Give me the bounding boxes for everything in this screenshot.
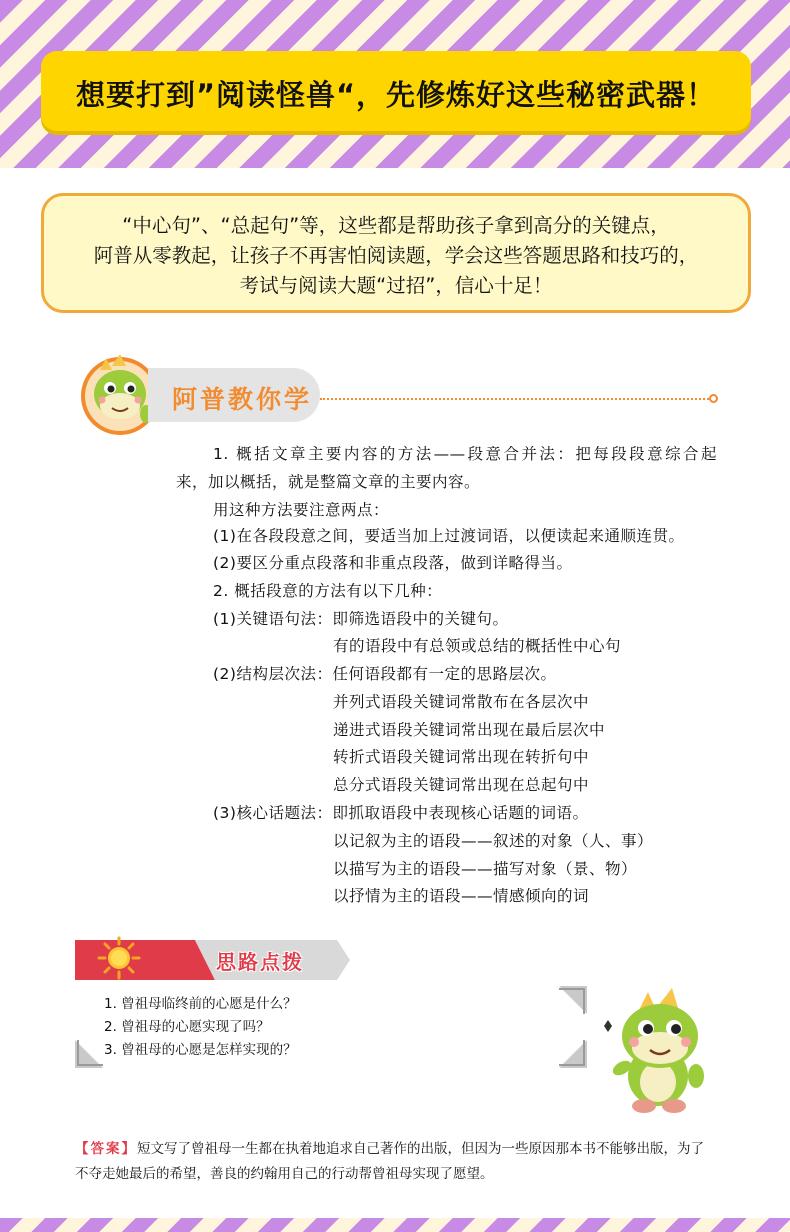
structure-detail-3: 转折式语段关键词常出现在转折句中 [333, 748, 590, 766]
answer-text: 短文写了曾祖母一生都在执着地追求自己著作的出版，但因为一些原因那本书不能够出版，为了不夺走她最后的希望，善良的约翰用自己的行动帮曾祖母实现了愿望。 [75, 1141, 704, 1182]
section-header-pill [148, 368, 320, 422]
corner-bottom-left-icon [75, 1040, 103, 1068]
intro-line-3: 考试与阅读大题“过招”，信心十足！ [239, 274, 553, 297]
section-title: 阿普教你学 [172, 385, 313, 414]
key-sentence-detail: 有的语段中有总领或总结的概括性中心句 [333, 637, 622, 655]
corner-bottom-right-icon [559, 1040, 587, 1068]
intro-line-2: 阿普从零教起，让孩子不再害怕阅读题，学会这些答题思路和技巧的， [93, 244, 699, 267]
method-2-intro: 2. 概括段意的方法有以下几种： [213, 582, 443, 600]
attention-point-2: (2)要区分重点段落和非重点段落，做到详略得当。 [213, 554, 573, 572]
headline-text: 想要打到”阅读怪兽“，先修炼好这些秘密武器！ [75, 78, 717, 112]
dinosaur-mascot-icon [598, 984, 718, 1116]
bottom-striped-band [0, 1218, 790, 1232]
dotted-divider [320, 398, 712, 400]
core-topic-detail-1: 以记叙为主的语段——叙述的对象（人、事） [333, 832, 654, 850]
answer-tag: 【答案】 [75, 1141, 137, 1157]
intro-box [41, 193, 751, 313]
sun-icon [97, 936, 141, 980]
question-3: 3. 曾祖母的心愿是怎样实现的？ [104, 1042, 297, 1058]
intro-line-1: “中心句”、“总起句”等，这些都是帮助孩子拿到高分的关键点， [122, 214, 670, 237]
question-1: 1. 曾祖母临终前的心愿是什么？ [104, 996, 297, 1012]
think-title: 思路点拨 [216, 950, 304, 974]
method-1-line-1: 1. 概括文章主要内容的方法——段意合并法：把每段段意综合起 [213, 445, 717, 463]
structure-method: (2)结构层次法：任何语段都有一定的思路层次。 [213, 665, 557, 683]
question-2: 2. 曾祖母的心愿实现了吗？ [104, 1019, 270, 1035]
structure-detail-1: 并列式语段关键词常散布在各层次中 [333, 693, 590, 711]
structure-detail-2: 递进式语段关键词常出现在最后层次中 [333, 721, 606, 739]
core-topic-method: (3)核心话题法：即抓取语段中表现核心话题的词语。 [213, 804, 589, 822]
attention-intro: 用这种方法要注意两点： [213, 501, 390, 519]
headline-banner [41, 51, 751, 131]
answer-paragraph [75, 1137, 717, 1187]
core-topic-detail-2: 以描写为主的语段——描写对象（景、物） [333, 860, 638, 878]
attention-point-1: (1)在各段段意之间，要适当加上过渡词语，以便读起来通顺连贯。 [213, 527, 685, 545]
key-sentence-method: (1)关键语句法：即筛选语段中的关键句。 [213, 610, 509, 628]
core-topic-detail-3: 以抒情为主的语段——情感倾向的词 [333, 887, 590, 905]
method-1-line-2: 来，加以概括，就是整篇文章的主要内容。 [176, 473, 481, 491]
structure-detail-4: 总分式语段关键词常出现在总起句中 [333, 776, 590, 794]
divider-end-dot [709, 394, 718, 403]
corner-top-right-icon [559, 986, 587, 1014]
